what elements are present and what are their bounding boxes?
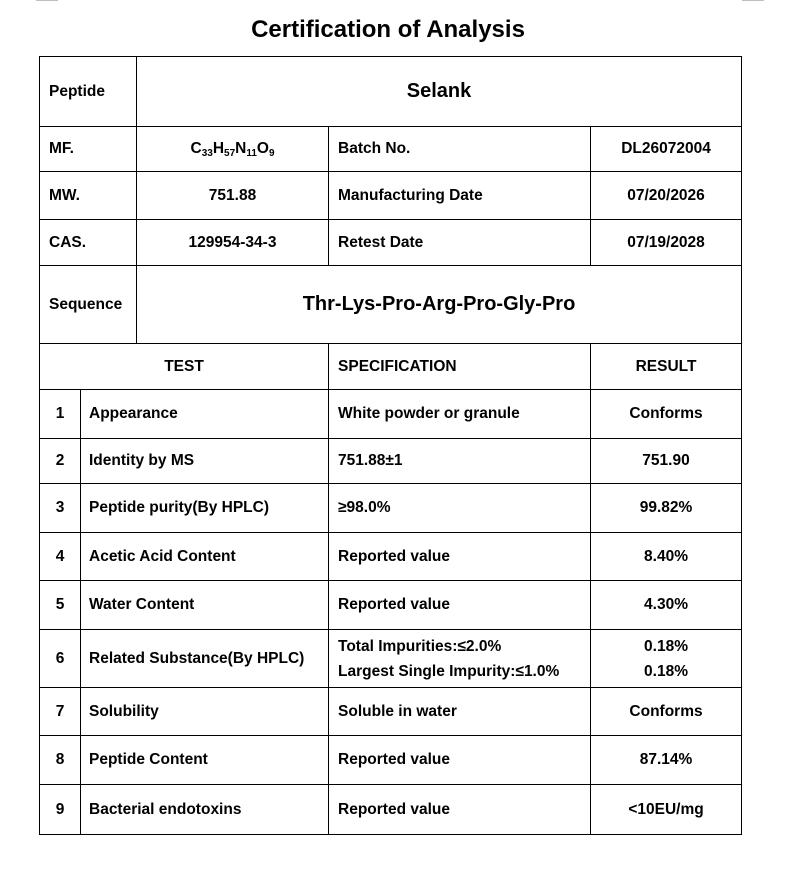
test-row: [40, 390, 742, 439]
specification-line: Largest Single Impurity:≤1.0%: [338, 662, 560, 680]
formula-element: H: [212, 140, 225, 157]
test-name: Related Substance(By HPLC): [81, 630, 329, 688]
test-number: 2: [40, 439, 81, 484]
test-specification: Soluble in water: [329, 688, 591, 736]
test-number: 5: [40, 581, 81, 630]
sequence-row: [40, 266, 742, 344]
test-row: [40, 484, 742, 533]
test-name: Appearance: [81, 390, 329, 439]
formula-element: N: [235, 140, 247, 157]
test-number: 9: [40, 785, 81, 835]
test-number: 3: [40, 484, 81, 533]
test-specification: 751.88±1: [329, 439, 591, 484]
test-name: Peptide purity(By HPLC): [81, 484, 329, 533]
test-name: Water Content: [81, 581, 329, 630]
test-row: [40, 533, 742, 581]
sequence-value: Thr-Lys-Pro-Arg-Pro-Gly-Pro: [137, 266, 742, 344]
test-specification: Reported value: [329, 581, 591, 630]
manufacturing-date-label: Manufacturing Date: [329, 172, 591, 220]
test-result: 99.82%: [591, 484, 742, 533]
test-result: 87.14%: [591, 736, 742, 785]
manufacturing-date: 07/20/2026: [591, 172, 742, 220]
retest-date-label: Retest Date: [329, 220, 591, 266]
test-result: 751.90: [591, 439, 742, 484]
batch-number: DL26072004: [591, 127, 742, 172]
test-specification: White powder or granule: [329, 390, 591, 439]
mw-label: MW.: [40, 172, 137, 220]
formula-subscript: 9: [268, 148, 275, 159]
peptide-name: Selank: [137, 57, 742, 127]
test-number: 4: [40, 533, 81, 581]
formula-subscript: 33: [201, 148, 213, 159]
test-number: 1: [40, 390, 81, 439]
peptide-label: Peptide: [40, 57, 137, 127]
test-specification: [329, 630, 591, 688]
peptide-row: [40, 57, 742, 127]
test-row: [40, 630, 742, 688]
page-corner-mark-right: [742, 0, 764, 1]
test-row: [40, 688, 742, 736]
test-name: Bacterial endotoxins: [81, 785, 329, 835]
test-result: 4.30%: [591, 581, 742, 630]
test-result: Conforms: [591, 688, 742, 736]
test-specification: ≥98.0%: [329, 484, 591, 533]
sequence-label: Sequence: [40, 266, 137, 344]
test-number: 6: [40, 630, 81, 688]
test-number: 8: [40, 736, 81, 785]
formula-element: C: [190, 140, 202, 157]
formula-subscript: 11: [246, 148, 257, 159]
test-row: [40, 581, 742, 630]
test-specification: Reported value: [329, 736, 591, 785]
test-result: 8.40%: [591, 533, 742, 581]
test-name: Acetic Acid Content: [81, 533, 329, 581]
test-result: Conforms: [591, 390, 742, 439]
test-specification: Reported value: [329, 533, 591, 581]
mf-label: MF.: [40, 127, 137, 172]
test-row: [40, 736, 742, 785]
mf-row: [40, 127, 742, 172]
result-line: 0.18%: [644, 662, 688, 680]
specification-line: Total Impurities:≤2.0%: [338, 637, 502, 655]
test-name: Solubility: [81, 688, 329, 736]
test-result: <10EU/mg: [591, 785, 742, 835]
cas-number: 129954-34-3: [137, 220, 329, 266]
document-title: Certification of Analysis: [251, 16, 525, 43]
formula-element: O: [256, 140, 269, 157]
column-header-test: TEST: [40, 344, 329, 390]
result-line: 0.18%: [644, 637, 688, 655]
test-row: [40, 785, 742, 835]
test-specification: Reported value: [329, 785, 591, 835]
test-name: Peptide Content: [81, 736, 329, 785]
page-corner-mark-left: [36, 0, 58, 1]
molecular-weight: 751.88: [137, 172, 329, 220]
formula-subscript: 57: [224, 148, 236, 159]
test-row: [40, 439, 742, 484]
column-header-row: [40, 344, 742, 390]
test-result: [591, 630, 742, 688]
retest-date: 07/19/2028: [591, 220, 742, 266]
test-name: Identity by MS: [81, 439, 329, 484]
column-header-specification: SPECIFICATION: [329, 344, 591, 390]
column-header-result: RESULT: [591, 344, 742, 390]
coa-table: [39, 56, 742, 835]
cas-label: CAS.: [40, 220, 137, 266]
molecular-formula: [137, 127, 329, 172]
test-number: 7: [40, 688, 81, 736]
cas-row: [40, 220, 742, 266]
mw-row: [40, 172, 742, 220]
batch-label: Batch No.: [329, 127, 591, 172]
